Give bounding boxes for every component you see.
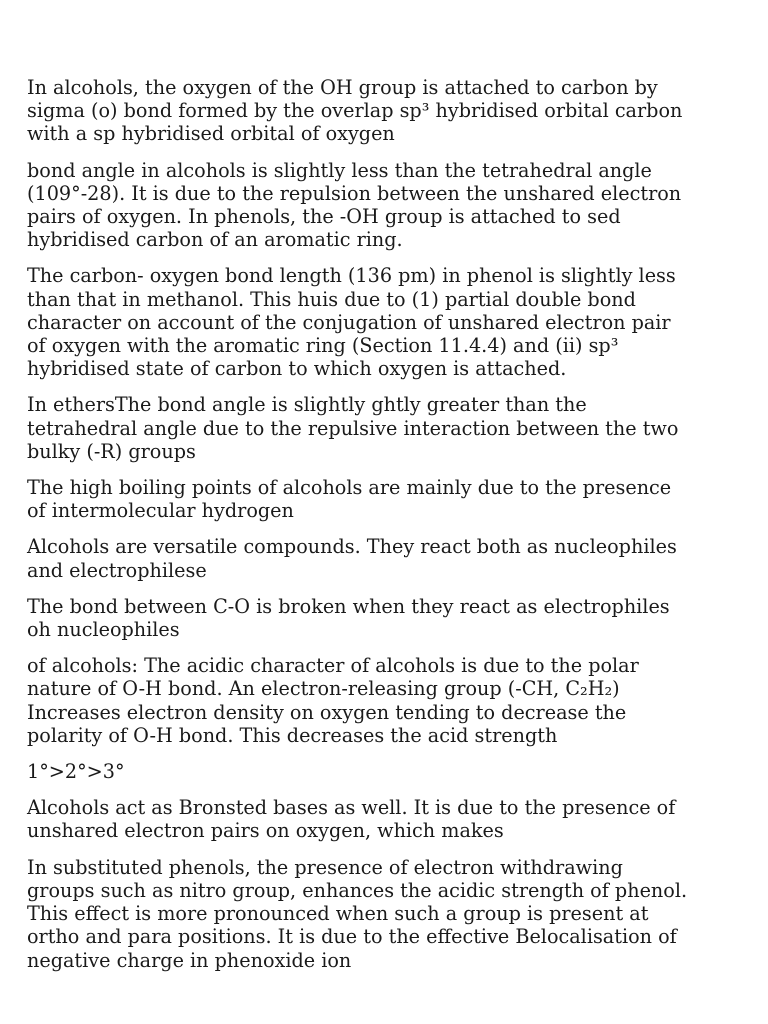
paragraph-acidity-order: 1°>2°>3° — [27, 760, 125, 784]
paragraph-bond-angle-alcohols: bond angle in alcohols is slightly less than the tetrahedral angle (109°-28). It is due to the repulsion between the unshared electron pairs of oxygen. In phenols, the -OH group is attached to sed hybridised carbon of an aromatic ring. — [27, 158, 682, 252]
paragraph-acidic-character: of alcohols: The acidic character of alcohols is due to the polar nature of O-H bond. An electron-releasing group (-CH, C₂H₂) Increases electron density on oxygen tending to decrease the polarity of O-H bond. This decreases the acid strength — [27, 654, 639, 747]
paragraph-c-o-bond-break: The bond between C-O is broken when they react as electrophiles oh nucleophiles — [27, 594, 670, 642]
paragraph-ether-bond-angle: In ethersThe bond angle is slightly ghtly greater than the tetrahedral angle due to the repulsive interaction between the two bulky (-R) groups — [27, 393, 679, 463]
paragraph-phenol-bond-length: The carbon- oxygen bond length (136 pm) in phenol is slightly less than that in methanol. This huis due to (1) partial double bond character on account of the conjugation of unshared electron pair of oxygen with the aromatic ring (Section 11.4.4) and (ii) sp³ hybridised state of carbon to which oxygen is attached. — [27, 264, 676, 381]
paragraph-alcohol-oxygen-bond: In alcohols, the oxygen of the OH group is attached to carbon by sigma (o) bond formed by the overlap sp³ hybridised orbital carbon with a sp hybridised orbital of oxygen — [27, 76, 683, 146]
document-body — [27, 76, 727, 985]
paragraph-versatile-compounds: Alcohols are versatile compounds. They react both as nucleophiles and electrophilese — [27, 535, 677, 582]
paragraph-substituted-phenols: In substituted phenols, the presence of electron withdrawing groups such as nitro group, enhances the acidic strength of phenol. This effect is more pronounced when such a group is present at ortho and para positions. It is due to the effective Belocalisation of negative charge in phenoxide ion — [27, 855, 688, 972]
paragraph-boiling-points: The high boiling points of alcohols are mainly due to the presence of intermolecular hydrogen — [27, 476, 672, 523]
paragraph-bronsted-bases: Alcohols act as Bronsted bases as well. It is due to the presence of unshared electron pairs on oxygen, which makes — [27, 796, 676, 843]
